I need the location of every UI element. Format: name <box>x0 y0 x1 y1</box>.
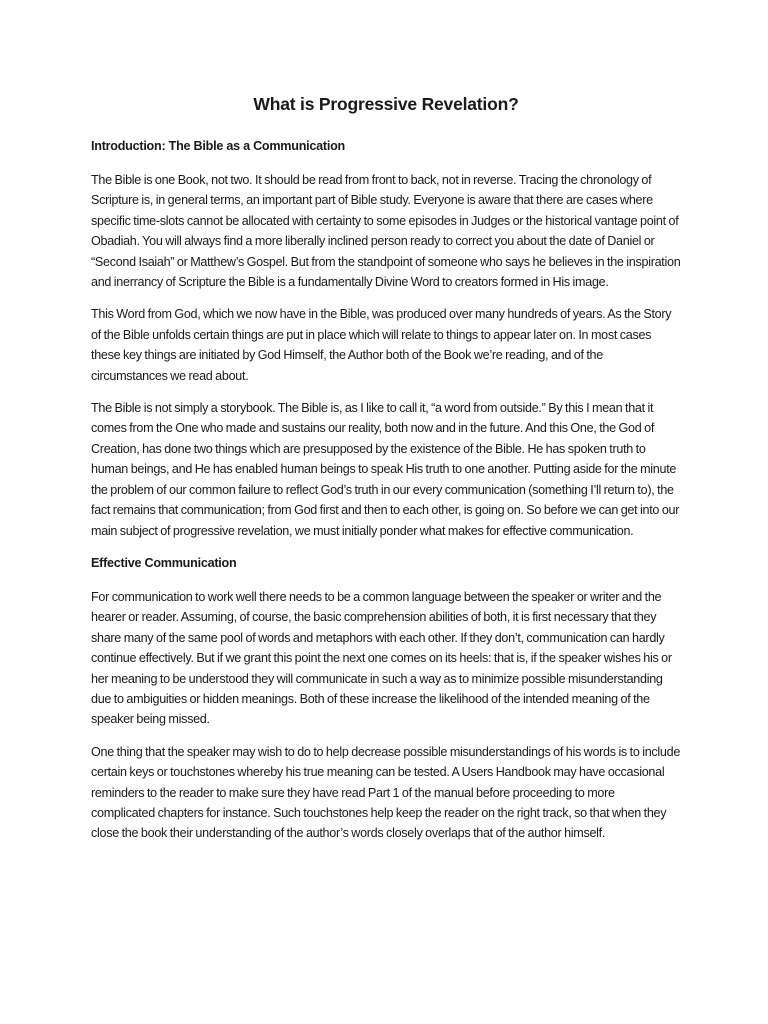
document-page <box>91 92 681 856</box>
section-introduction <box>91 136 681 541</box>
paragraph: The Bible is one Book, not two. It should be read from front to back, not in reverse. Tracing the chronology of Scripture is, in general terms, an important part of Bible study. Everyone is aware that there are cases where specific time-slots cannot be allocated with certainty to some episodes in Judges or the historical vantage point of Obadiah. You will always find a more liberally inclined person ready to correct you about the date of Daniel or “Second Isaiah” or Matthew’s Gospel. But from the standpoint of someone who says he believes in the inspiration and inerrancy of Scripture the Bible is a fundamentally Divine Word to creators formed in His image. <box>91 173 681 290</box>
page-title: What is Progressive Revelation? <box>253 94 519 114</box>
paragraph: For communication to work well there needs to be a common language between the speaker or writer and the hearer or reader. Assuming, of course, the basic comprehension abilities of both, it is first necessary that they share many of the same pool of words and metaphors with each other. If they don’t, communication can hardly continue effectively. But if we grant this point the next one comes on its heels: that is, if the speaker wishes his or her meaning to be understood they will communicate in such a way as to minimize possible misunderstanding due to ambiguities or hidden meanings. Both of these increase the likelihood of the intended meaning of the speaker being missed. <box>91 589 672 727</box>
section-effective-communication <box>91 553 681 844</box>
section-heading: Effective Communication <box>91 555 237 570</box>
paragraph: This Word from God, which we now have in the Bible, was produced over many hundreds of years. As the Story of the Bible unfolds certain things are put in place which will relate to things to appear later on. In most cases these key things are initiated by God Himself, the Author both of the Book we’re reading, and of the circumstances we read about. <box>91 307 672 383</box>
paragraph: One thing that the speaker may wish to do to help decrease possible misunderstandings of his words is to include certain keys or touchstones whereby his true meaning can be tested. A Users Handbook may have occasional reminders to the reader to make sure they have read Part 1 of the manual before proceeding to more complicated chapters for instance. Such touchstones help keep the reader on the right track, so that when they close the book their understanding of the author’s words closely overlaps that of the author himself. <box>91 744 681 841</box>
section-heading: Introduction: The Bible as a Communication <box>91 139 345 153</box>
paragraph: The Bible is not simply a storybook. The Bible is, as I like to call it, “a word from outside.” By this I mean that it comes from the One who made and sustains our reality, both now and in the future. And this One, the God of Creation, has done two things which are presupposed by the existence of the Bible. He has spoken truth to human beings, and He has enabled human beings to speak His truth to one another. Putting aside for the minute the problem of our common failure to reflect God’s truth in our every communication (something I’ll return to), the fact remains that communication; from God first and then to each other, is going on. So before we can get into our main subject of progressive revelation, we must initially ponder what makes for effective communication. <box>91 401 680 538</box>
